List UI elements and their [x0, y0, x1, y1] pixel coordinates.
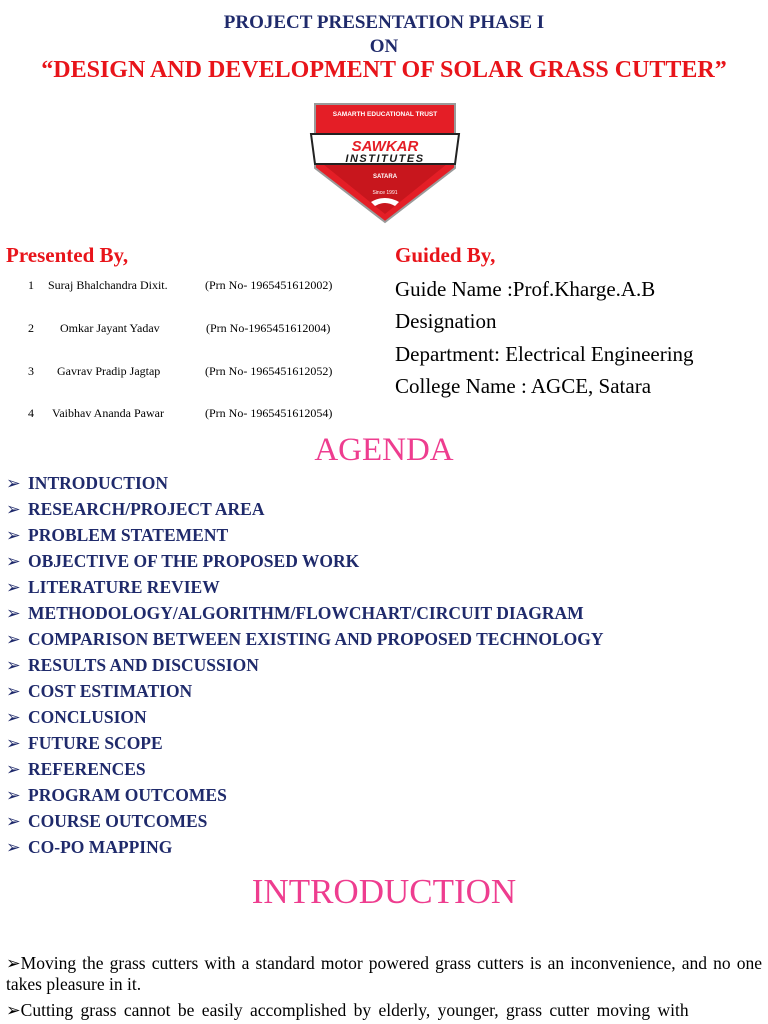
intro-paragraph: ➢Cutting grass cannot be easily accomplished by elderly, younger, grass cutter moving with [6, 1000, 689, 1020]
agenda-item-label: INTRODUCTION [28, 473, 169, 493]
member-row [0, 321, 360, 339]
member-row [0, 364, 360, 382]
arrow-bullet-icon: ➢ [6, 577, 21, 597]
arrow-bullet-icon: ➢ [6, 629, 21, 649]
guided-by-label: Guided By, [395, 243, 496, 267]
arrow-bullet-icon: ➢ [6, 837, 21, 857]
member-number: 4 [28, 406, 34, 420]
arrow-bullet-icon: ➢ [6, 603, 21, 623]
member-prn: (Prn No-1965451612004) [206, 321, 331, 335]
guide-designation: Designation [395, 309, 497, 333]
agenda-item-label: PROBLEM STATEMENT [28, 525, 229, 545]
member-name: Gavrav Pradip Jagtap [57, 364, 161, 378]
member-name: Vaibhav Ananda Pawar [52, 406, 164, 420]
header-line-2: ON [369, 36, 399, 57]
arrow-bullet-icon: ➢ [6, 551, 21, 571]
header-line-1: PROJECT PRESENTATION PHASE I [223, 12, 545, 33]
arrow-bullet-icon: ➢ [6, 759, 21, 779]
logo-top-text: SAMARTH EDUCATIONAL TRUST [332, 111, 438, 118]
logo-city: SATARA [372, 174, 398, 180]
agenda-item-label: CONCLUSION [28, 707, 147, 727]
member-prn: (Prn No- 1965451612052) [205, 364, 333, 378]
guide-name: Guide Name :Prof.Kharge.A.B [395, 277, 656, 301]
arrow-bullet-icon: ➢ [6, 811, 21, 831]
member-name: Suraj Bhalchandra Dixit. [48, 278, 168, 292]
presented-by-label: Presented By, [6, 243, 129, 267]
arrow-bullet-icon: ➢ [6, 707, 21, 727]
member-number: 3 [28, 364, 34, 378]
arrow-bullet-icon: ➢ [6, 733, 21, 753]
arrow-bullet-icon: ➢ [6, 655, 21, 675]
agenda-item-label: PROGRAM OUTCOMES [28, 785, 227, 805]
guide-college: College Name : AGCE, Satara [395, 374, 652, 398]
arrow-bullet-icon: ➢ [6, 499, 21, 519]
introduction-title: INTRODUCTION [251, 872, 517, 911]
member-number: 1 [28, 278, 34, 292]
sawkar-institutes-logo [305, 98, 465, 226]
member-row [0, 406, 360, 424]
agenda-item-label: REFERENCES [28, 759, 146, 779]
guide-department: Department: Electrical Engineering [395, 342, 694, 366]
member-number: 2 [28, 321, 34, 335]
arrow-bullet-icon: ➢ [6, 681, 21, 701]
member-prn: (Prn No- 1965451612054) [205, 406, 333, 420]
arrow-bullet-icon: ➢ [6, 785, 21, 805]
agenda-item-label: RESEARCH/PROJECT AREA [28, 499, 265, 519]
agenda-item-label: LITERATURE REVIEW [28, 577, 220, 597]
project-title: “DESIGN AND DEVELOPMENT OF SOLAR GRASS CUTTER” [41, 57, 727, 83]
member-name: Omkar Jayant Yadav [60, 321, 160, 335]
arrow-bullet-icon: ➢ [6, 473, 21, 493]
agenda-item-label: FUTURE SCOPE [28, 733, 163, 753]
agenda-item-label: CO-PO MAPPING [28, 837, 173, 857]
agenda-item-label: COMPARISON BETWEEN EXISTING AND PROPOSED TECHNOLOGY [28, 629, 604, 649]
intro-paragraph: ➢Moving the grass cutters with a standard motor powered grass cutters is an inconvenience, and no one takes pleasure in it. [6, 953, 762, 994]
logo-name-2: INSTITUTES [345, 153, 425, 165]
member-prn: (Prn No- 1965451612002) [205, 278, 333, 292]
agenda-title: AGENDA [314, 432, 454, 468]
logo-name-1: SAWKAR [351, 138, 419, 155]
arrow-bullet-icon: ➢ [6, 525, 21, 545]
member-row [0, 278, 360, 296]
agenda-item-label: OBJECTIVE OF THE PROPOSED WORK [28, 551, 360, 571]
agenda-item-label: METHODOLOGY/ALGORITHM/FLOWCHART/CIRCUIT DIAGRAM [28, 603, 584, 623]
logo-since: Since 1991 [372, 190, 398, 196]
agenda-item-label: COST ESTIMATION [28, 681, 193, 701]
agenda-item-label: RESULTS AND DISCUSSION [28, 655, 259, 675]
agenda-item-label: COURSE OUTCOMES [28, 811, 208, 831]
